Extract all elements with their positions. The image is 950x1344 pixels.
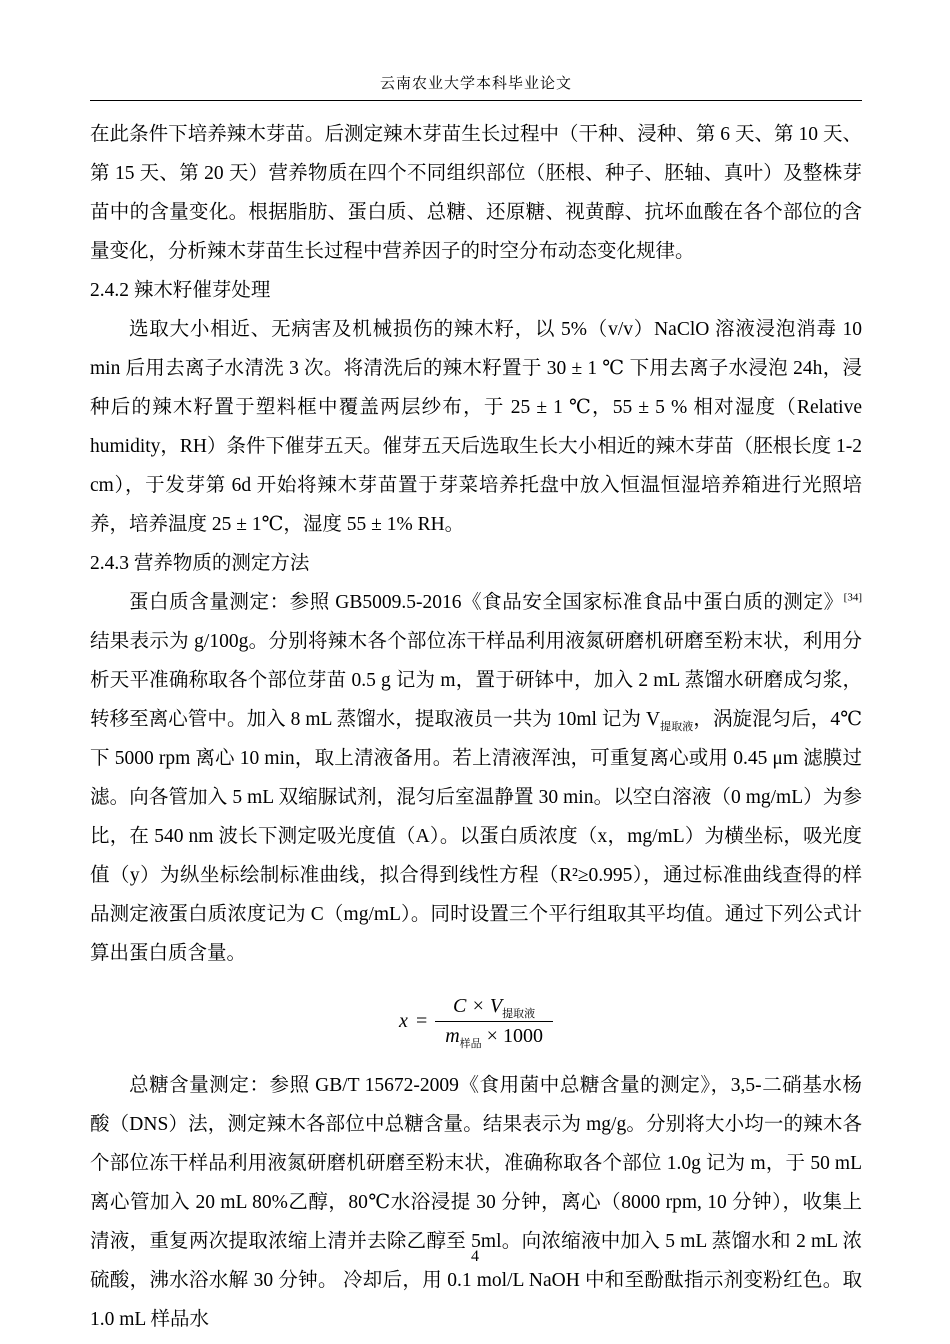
denominator-constant: × 1000 [481, 1025, 543, 1047]
protein-text-run2: 结果表示为 g/100g。分别将辣木各个部位冻干样品利用液氮研磨机研磨至粉末状，利用分析天平准确称取各个部位芽苗 0.5 g 记为 m，置于研钵中，加入 2 mL 蒸馏水研磨成匀浆，转移至离心管中。加入 8 mL 蒸馏水，提取液员一共为 10ml 记为 V [90, 631, 862, 730]
formula-fraction [435, 995, 553, 1048]
protein-text-run3: ，涡旋混匀后，4℃下 5000 rpm 离心 10 min，取上清液备用。若上清液浑浊，可重复离心或用 0.45 μm 滤膜过滤。向各管加入 5 mL 双缩脲试剂，混匀后室温静置 30 min。以空白溶液（0 mg/mL）为参比，在 540 nm 波长下测定吸光度值（A）。以蛋白质浓度（x，mg/mL）为横坐标，吸光度值（y）为纵坐标绘制标准曲线，拟合得到线性方程（R²≥0.995），通过标准曲线查得的样品测定液蛋白质浓度记为 C（mg/mL）。同时设置三个平行组取其平均值。通过下列公式计算出蛋白质含量。 [90, 709, 863, 964]
formula-equals: = [415, 1010, 428, 1032]
formula-numerator [435, 995, 553, 1022]
header-title: 云南农业大学本科毕业论文 [379, 76, 572, 92]
document-body [90, 115, 862, 1339]
paragraph-intro: 在此条件下培养辣木芽苗。后测定辣木芽苗生长过程中（干种、浸种、第 6 天、第 10 天、第 15 天、第 20 天）营养物质在四个不同组织部位（胚根、种子、胚轴、真叶）及整株芽苗中的含量变化。根据脂肪、蛋白质、总糖、还原糖、视黄醇、抗坏血酸在各个部位的含量变化，分析辣木芽苗生长过程中营养因子的时空分布动态变化规律。 [90, 124, 862, 262]
denominator-variable: m [445, 1025, 460, 1047]
formula-lhs: x [399, 1010, 408, 1032]
numerator-subscript: 提取液 [502, 1008, 536, 1020]
paragraph-germination: 选取大小相近、无病害及机械损伤的辣木籽，以 5%（v/v）NaClO 溶液浸泡消毒 10 min 后用去离子水清洗 3 次。将清洗后的辣木籽置于 30 ± 1 ℃ 下用去离子水浸泡 24h，浸种后的辣木籽置于塑料框中覆盖两层纱布，于 25 ± 1 ℃，55 ± 5 % 相对湿度（Relative humidity，RH）条件下催芽五天。催芽五天后选取生长大小相近的辣木芽苗（胚根长度 1-2 cm），于发芽第 6d 开始将辣木芽苗置于芽菜培养托盘中放入恒温恒湿培养箱进行光照培养，培养温度 25 ± 1℃，湿度 55 ± 1% RH。 [90, 319, 862, 535]
numerator-variables: C × V [453, 995, 503, 1017]
formula-denominator [435, 1022, 553, 1048]
protein-formula [399, 995, 553, 1048]
subscript-extract-liquid: 提取液 [660, 720, 694, 733]
page-header [90, 72, 862, 101]
protein-formula-block [90, 995, 862, 1048]
protein-text-run1: 蛋白质含量测定：参照 GB5009.5-2016《食品安全国家标准食品中蛋白质的测定》 [129, 592, 844, 613]
paragraph-total-sugar: 总糖含量测定：参照 GB/T 15672-2009《食用菌中总糖含量的测定》，3,5-二硝基水杨酸（DNS）法，测定辣木各部位中总糖含量。结果表示为 mg/g。分别将大小均一的辣木各个部位冻干样品利用液氮研磨机研磨至粉末状，准确称取各个部位 1.0g 记为 m，于 50 mL 离心管加入 20 mL 80%乙醇，80℃水浴浸提 30 分钟，离心（8000 rpm, 10 分钟），收集上清液，重复两次提取浓缩上清并去除乙醇至 5ml。向浓缩液中加入 5 mL 蒸馏水和 2 mL 浓硫酸，沸水浴水解 30 分钟。 冷却后，用 0.1 mol/L NaOH 中和至酚酞指示剂变粉红色。取 1.0 mL 样品水 [90, 1075, 862, 1330]
section-heading-243: 2.4.3 营养物质的测定方法 [90, 553, 310, 574]
page-footer [0, 1248, 950, 1266]
citation-ref-34: [34] [843, 591, 862, 604]
page-number: 4 [471, 1248, 479, 1265]
paragraph-protein [90, 583, 862, 973]
section-heading-242: 2.4.2 辣木籽催芽处理 [90, 280, 271, 301]
denominator-subscript: 样品 [459, 1038, 482, 1050]
